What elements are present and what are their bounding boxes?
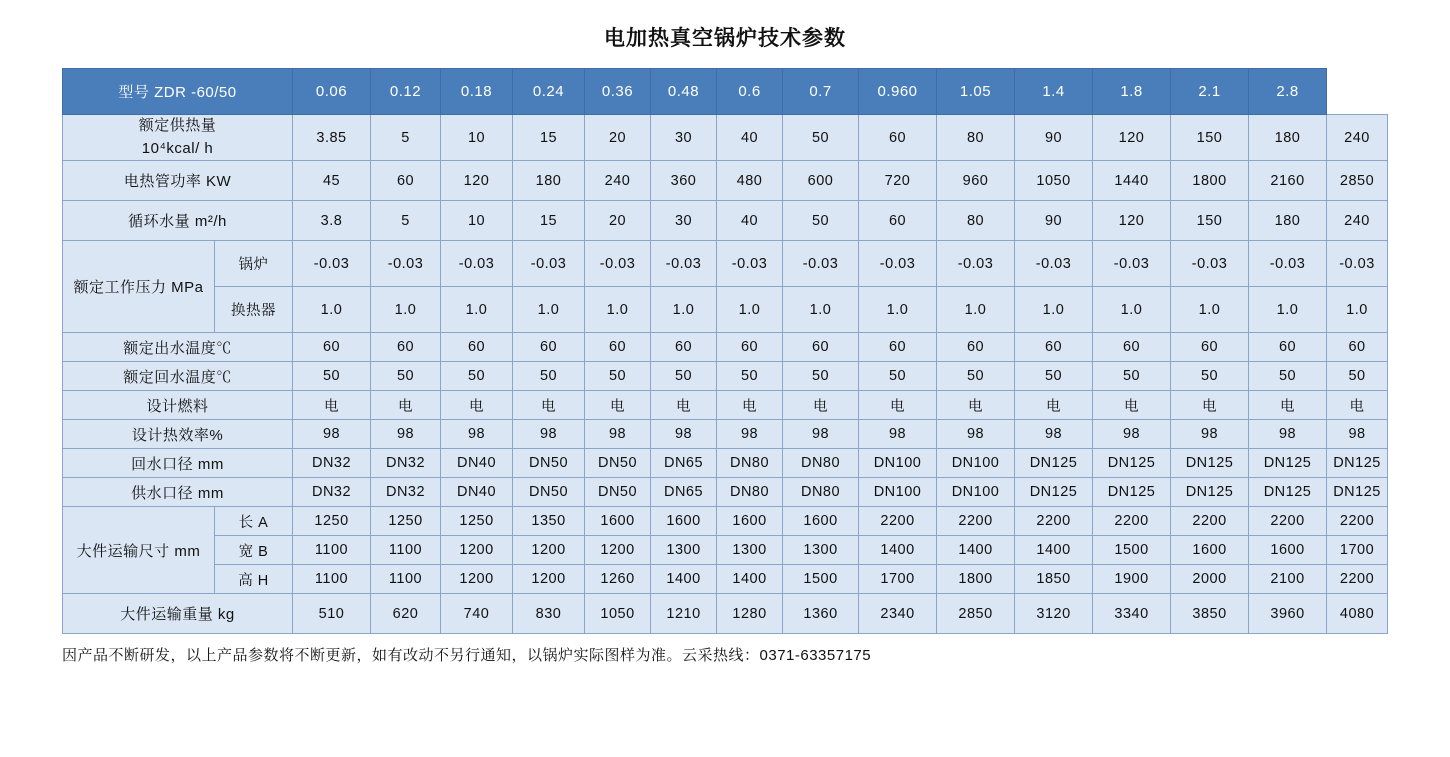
cell: 620 xyxy=(371,594,441,634)
row-label-return-temp: 额定回水温度℃ xyxy=(63,362,293,391)
cell: -0.03 xyxy=(1093,241,1171,287)
table-row xyxy=(63,478,1388,507)
cell: 1400 xyxy=(1015,536,1093,565)
cell: 60 xyxy=(585,333,651,362)
cell: 1350 xyxy=(513,507,585,536)
cell: 360 xyxy=(651,161,717,201)
cell: DN125 xyxy=(1015,478,1093,507)
cell: 180 xyxy=(1249,201,1327,241)
cell: 720 xyxy=(859,161,937,201)
cell: DN125 xyxy=(1327,478,1388,507)
cell: 60 xyxy=(937,333,1015,362)
header-model-7: 0.7 xyxy=(783,69,859,115)
cell: 60 xyxy=(859,333,937,362)
table-row xyxy=(63,449,1388,478)
cell: 1300 xyxy=(717,536,783,565)
cell: 1440 xyxy=(1093,161,1171,201)
cell: 4080 xyxy=(1327,594,1388,634)
cell: 2200 xyxy=(1249,507,1327,536)
header-model-13: 2.8 xyxy=(1249,69,1327,115)
cell: 50 xyxy=(293,362,371,391)
cell: 98 xyxy=(783,420,859,449)
header-model-3: 0.24 xyxy=(513,69,585,115)
cell: 80 xyxy=(937,115,1015,161)
cell: -0.03 xyxy=(1015,241,1093,287)
cell: DN125 xyxy=(1171,449,1249,478)
header-model-9: 1.05 xyxy=(937,69,1015,115)
cell: 1280 xyxy=(717,594,783,634)
header-model-label: 型号 ZDR -60/50 xyxy=(63,69,293,115)
cell: 50 xyxy=(859,362,937,391)
cell: 740 xyxy=(441,594,513,634)
cell: 20 xyxy=(585,115,651,161)
row-label-water-flow: 循环水量 m²/h xyxy=(63,201,293,241)
cell: DN65 xyxy=(651,478,717,507)
cell: DN125 xyxy=(1171,478,1249,507)
cell: 2160 xyxy=(1249,161,1327,201)
cell: 50 xyxy=(651,362,717,391)
cell: 1250 xyxy=(293,507,371,536)
cell: 2200 xyxy=(1093,507,1171,536)
cell: 120 xyxy=(441,161,513,201)
cell: DN32 xyxy=(371,449,441,478)
cell: 1.0 xyxy=(441,287,513,333)
cell: 150 xyxy=(1171,115,1249,161)
table-row xyxy=(63,507,1388,536)
header-model-6: 0.6 xyxy=(717,69,783,115)
cell: 480 xyxy=(717,161,783,201)
cell: 电 xyxy=(1171,391,1249,420)
cell: 1250 xyxy=(371,507,441,536)
cell: 120 xyxy=(1093,201,1171,241)
cell: 98 xyxy=(1093,420,1171,449)
table-row xyxy=(63,161,1388,201)
cell: 1400 xyxy=(717,565,783,594)
cell: 1.0 xyxy=(513,287,585,333)
cell: 3.8 xyxy=(293,201,371,241)
cell: 98 xyxy=(717,420,783,449)
cell: 50 xyxy=(513,362,585,391)
cell: 98 xyxy=(293,420,371,449)
cell: 1300 xyxy=(783,536,859,565)
cell: 1.0 xyxy=(293,287,371,333)
cell: 98 xyxy=(441,420,513,449)
cell: DN32 xyxy=(293,449,371,478)
cell: 98 xyxy=(513,420,585,449)
cell: DN100 xyxy=(859,478,937,507)
cell: 2000 xyxy=(1171,565,1249,594)
cell: 1200 xyxy=(585,536,651,565)
cell: 1300 xyxy=(651,536,717,565)
cell: -0.03 xyxy=(293,241,371,287)
cell: -0.03 xyxy=(717,241,783,287)
cell: 10 xyxy=(441,201,513,241)
cell: 1.0 xyxy=(1015,287,1093,333)
cell: 98 xyxy=(651,420,717,449)
row-label-line1: 额定供热量 xyxy=(138,117,217,134)
header-model-11: 1.8 xyxy=(1093,69,1171,115)
cell: DN125 xyxy=(1015,449,1093,478)
cell: 60 xyxy=(441,333,513,362)
cell: -0.03 xyxy=(513,241,585,287)
cell: DN80 xyxy=(783,478,859,507)
cell: 60 xyxy=(1249,333,1327,362)
page-title: 电加热真空锅炉技术参数 xyxy=(604,27,846,50)
cell: 98 xyxy=(1327,420,1388,449)
cell: 2200 xyxy=(937,507,1015,536)
header-model-2: 0.18 xyxy=(441,69,513,115)
cell: -0.03 xyxy=(651,241,717,287)
row-label-outlet-temp: 额定出水温度℃ xyxy=(63,333,293,362)
cell: 2200 xyxy=(1015,507,1093,536)
cell: 2200 xyxy=(859,507,937,536)
cell: 50 xyxy=(937,362,1015,391)
sub-label-length: 长 A xyxy=(215,507,293,536)
cell: 电 xyxy=(513,391,585,420)
sub-label-width: 宽 B xyxy=(215,536,293,565)
cell: -0.03 xyxy=(937,241,1015,287)
table-row xyxy=(63,241,1388,287)
cell: 1.0 xyxy=(717,287,783,333)
cell: 1600 xyxy=(1249,536,1327,565)
cell: 60 xyxy=(371,333,441,362)
cell: 1.0 xyxy=(1093,287,1171,333)
cell: DN50 xyxy=(585,449,651,478)
cell: 2200 xyxy=(1327,507,1388,536)
table-row xyxy=(63,420,1388,449)
cell: 1360 xyxy=(783,594,859,634)
cell: DN100 xyxy=(937,478,1015,507)
cell: 3340 xyxy=(1093,594,1171,634)
cell: 90 xyxy=(1015,201,1093,241)
row-label-transport-size: 大件运输尺寸 mm xyxy=(63,507,215,594)
cell: 电 xyxy=(293,391,371,420)
cell: 50 xyxy=(1249,362,1327,391)
cell: 电 xyxy=(1327,391,1388,420)
cell: DN50 xyxy=(513,478,585,507)
cell: 98 xyxy=(937,420,1015,449)
cell: 1850 xyxy=(1015,565,1093,594)
table-row xyxy=(63,536,1388,565)
cell: 60 xyxy=(513,333,585,362)
header-model-8: 0.960 xyxy=(859,69,937,115)
table-row xyxy=(63,115,1388,161)
cell: 60 xyxy=(1093,333,1171,362)
row-label-heat-output xyxy=(63,115,293,161)
cell: 150 xyxy=(1171,201,1249,241)
cell: -0.03 xyxy=(1249,241,1327,287)
cell: 电 xyxy=(1093,391,1171,420)
cell: 50 xyxy=(1171,362,1249,391)
cell: 1.0 xyxy=(937,287,1015,333)
cell: 3.85 xyxy=(293,115,371,161)
cell: 98 xyxy=(1249,420,1327,449)
cell: 60 xyxy=(293,333,371,362)
cell: 1.0 xyxy=(1171,287,1249,333)
cell: 电 xyxy=(1015,391,1093,420)
sub-label-height: 高 H xyxy=(215,565,293,594)
cell: 电 xyxy=(441,391,513,420)
cell: 50 xyxy=(783,362,859,391)
cell: 3960 xyxy=(1249,594,1327,634)
row-label-efficiency: 设计热效率% xyxy=(63,420,293,449)
spec-table-container xyxy=(0,68,1450,634)
cell: 60 xyxy=(859,115,937,161)
spec-table xyxy=(62,68,1388,634)
cell: 1.0 xyxy=(859,287,937,333)
cell: 1200 xyxy=(441,536,513,565)
cell: 电 xyxy=(859,391,937,420)
cell: 60 xyxy=(859,201,937,241)
cell: 2340 xyxy=(859,594,937,634)
cell: 50 xyxy=(1015,362,1093,391)
cell: DN32 xyxy=(371,478,441,507)
row-label-fuel: 设计燃料 xyxy=(63,391,293,420)
cell: 60 xyxy=(1327,333,1388,362)
cell: 120 xyxy=(1093,115,1171,161)
cell: 1500 xyxy=(783,565,859,594)
cell: DN65 xyxy=(651,449,717,478)
cell: 5 xyxy=(371,115,441,161)
cell: 600 xyxy=(783,161,859,201)
row-label-heater-power: 电热管功率 KW xyxy=(63,161,293,201)
cell: 960 xyxy=(937,161,1015,201)
cell: 15 xyxy=(513,201,585,241)
cell: 45 xyxy=(293,161,371,201)
cell: 1100 xyxy=(371,565,441,594)
sub-label-heat-exchanger: 换热器 xyxy=(215,287,293,333)
cell: 30 xyxy=(651,201,717,241)
cell: 2850 xyxy=(1327,161,1388,201)
table-row xyxy=(63,391,1388,420)
cell: 3850 xyxy=(1171,594,1249,634)
cell: 3120 xyxy=(1015,594,1093,634)
cell: 1700 xyxy=(859,565,937,594)
cell: 50 xyxy=(717,362,783,391)
cell: -0.03 xyxy=(585,241,651,287)
cell: 1100 xyxy=(371,536,441,565)
cell: 电 xyxy=(717,391,783,420)
cell: 1600 xyxy=(783,507,859,536)
cell: 10 xyxy=(441,115,513,161)
cell: 1050 xyxy=(1015,161,1093,201)
table-header-row xyxy=(63,69,1388,115)
table-row xyxy=(63,201,1388,241)
cell: 240 xyxy=(1327,201,1388,241)
cell: 180 xyxy=(513,161,585,201)
cell: DN125 xyxy=(1327,449,1388,478)
cell: 1400 xyxy=(937,536,1015,565)
cell: 电 xyxy=(371,391,441,420)
cell: 50 xyxy=(1093,362,1171,391)
cell: 1600 xyxy=(585,507,651,536)
cell: DN80 xyxy=(717,478,783,507)
header-model-4: 0.36 xyxy=(585,69,651,115)
cell: 50 xyxy=(585,362,651,391)
cell: 1600 xyxy=(717,507,783,536)
cell: 60 xyxy=(717,333,783,362)
cell: DN50 xyxy=(585,478,651,507)
cell: DN80 xyxy=(717,449,783,478)
cell: DN50 xyxy=(513,449,585,478)
cell: DN80 xyxy=(783,449,859,478)
table-row xyxy=(63,565,1388,594)
cell: 50 xyxy=(783,201,859,241)
cell: 98 xyxy=(1171,420,1249,449)
cell: 50 xyxy=(371,362,441,391)
cell: 1200 xyxy=(441,565,513,594)
cell: 40 xyxy=(717,115,783,161)
cell: DN125 xyxy=(1093,478,1171,507)
cell: 20 xyxy=(585,201,651,241)
cell: 50 xyxy=(441,362,513,391)
cell: 98 xyxy=(1015,420,1093,449)
cell: 1500 xyxy=(1093,536,1171,565)
cell: 电 xyxy=(651,391,717,420)
cell: 2100 xyxy=(1249,565,1327,594)
cell: -0.03 xyxy=(859,241,937,287)
cell: DN100 xyxy=(859,449,937,478)
cell: 240 xyxy=(1327,115,1388,161)
cell: 电 xyxy=(783,391,859,420)
cell: DN125 xyxy=(1093,449,1171,478)
cell: DN32 xyxy=(293,478,371,507)
cell: 98 xyxy=(859,420,937,449)
cell: 1800 xyxy=(1171,161,1249,201)
header-model-10: 1.4 xyxy=(1015,69,1093,115)
cell: 98 xyxy=(585,420,651,449)
header-model-1: 0.12 xyxy=(371,69,441,115)
cell: 2200 xyxy=(1327,565,1388,594)
cell: 1100 xyxy=(293,565,371,594)
cell: 1700 xyxy=(1327,536,1388,565)
cell: 30 xyxy=(651,115,717,161)
cell: 240 xyxy=(585,161,651,201)
cell: 15 xyxy=(513,115,585,161)
cell: -0.03 xyxy=(1171,241,1249,287)
cell: 1200 xyxy=(513,565,585,594)
cell: 40 xyxy=(717,201,783,241)
cell: 80 xyxy=(937,201,1015,241)
cell: -0.03 xyxy=(1327,241,1388,287)
cell: -0.03 xyxy=(371,241,441,287)
cell: 2850 xyxy=(937,594,1015,634)
cell: 60 xyxy=(1171,333,1249,362)
table-row xyxy=(63,287,1388,333)
cell: 电 xyxy=(585,391,651,420)
cell: 60 xyxy=(371,161,441,201)
cell: 1.0 xyxy=(651,287,717,333)
cell: 90 xyxy=(1015,115,1093,161)
cell: -0.03 xyxy=(441,241,513,287)
cell: 1.0 xyxy=(783,287,859,333)
cell: 1250 xyxy=(441,507,513,536)
cell: 1900 xyxy=(1093,565,1171,594)
cell: 1050 xyxy=(585,594,651,634)
header-model-5: 0.48 xyxy=(651,69,717,115)
cell: 50 xyxy=(783,115,859,161)
cell: -0.03 xyxy=(783,241,859,287)
cell: 5 xyxy=(371,201,441,241)
cell: 1400 xyxy=(651,565,717,594)
cell: 2200 xyxy=(1171,507,1249,536)
cell: DN40 xyxy=(441,449,513,478)
cell: 50 xyxy=(1327,362,1388,391)
row-label-working-pressure: 额定工作压力 MPa xyxy=(63,241,215,333)
cell: 1200 xyxy=(513,536,585,565)
cell: 1.0 xyxy=(585,287,651,333)
cell: 1100 xyxy=(293,536,371,565)
table-row xyxy=(63,594,1388,634)
cell: 电 xyxy=(1249,391,1327,420)
cell: 1400 xyxy=(859,536,937,565)
cell: DN40 xyxy=(441,478,513,507)
cell: 1.0 xyxy=(1327,287,1388,333)
header-model-0: 0.06 xyxy=(293,69,371,115)
table-row xyxy=(63,333,1388,362)
cell: 830 xyxy=(513,594,585,634)
row-label-line2: 10⁴kcal/ h xyxy=(141,139,214,157)
header-model-12: 2.1 xyxy=(1171,69,1249,115)
cell: 60 xyxy=(1015,333,1093,362)
cell: 60 xyxy=(651,333,717,362)
cell: 1600 xyxy=(651,507,717,536)
cell: 1260 xyxy=(585,565,651,594)
cell: 1.0 xyxy=(371,287,441,333)
row-label-supply-diameter: 供水口径 mm xyxy=(63,478,293,507)
cell: 1.0 xyxy=(1249,287,1327,333)
cell: 510 xyxy=(293,594,371,634)
cell: 98 xyxy=(371,420,441,449)
cell: DN125 xyxy=(1249,449,1327,478)
cell: 1800 xyxy=(937,565,1015,594)
cell: 电 xyxy=(937,391,1015,420)
cell: DN100 xyxy=(937,449,1015,478)
footer-note: 因产品不断研发，以上产品参数将不断更新，如有改动不另行通知，以锅炉实际图样为准。云采热线：0371-63357175 xyxy=(62,647,872,664)
row-label-transport-weight: 大件运输重量 kg xyxy=(63,594,293,634)
cell: 1600 xyxy=(1171,536,1249,565)
sub-label-boiler: 锅炉 xyxy=(215,241,293,287)
cell: 1210 xyxy=(651,594,717,634)
table-row xyxy=(63,362,1388,391)
cell: 180 xyxy=(1249,115,1327,161)
row-label-return-diameter: 回水口径 mm xyxy=(63,449,293,478)
cell: 60 xyxy=(783,333,859,362)
cell: DN125 xyxy=(1249,478,1327,507)
